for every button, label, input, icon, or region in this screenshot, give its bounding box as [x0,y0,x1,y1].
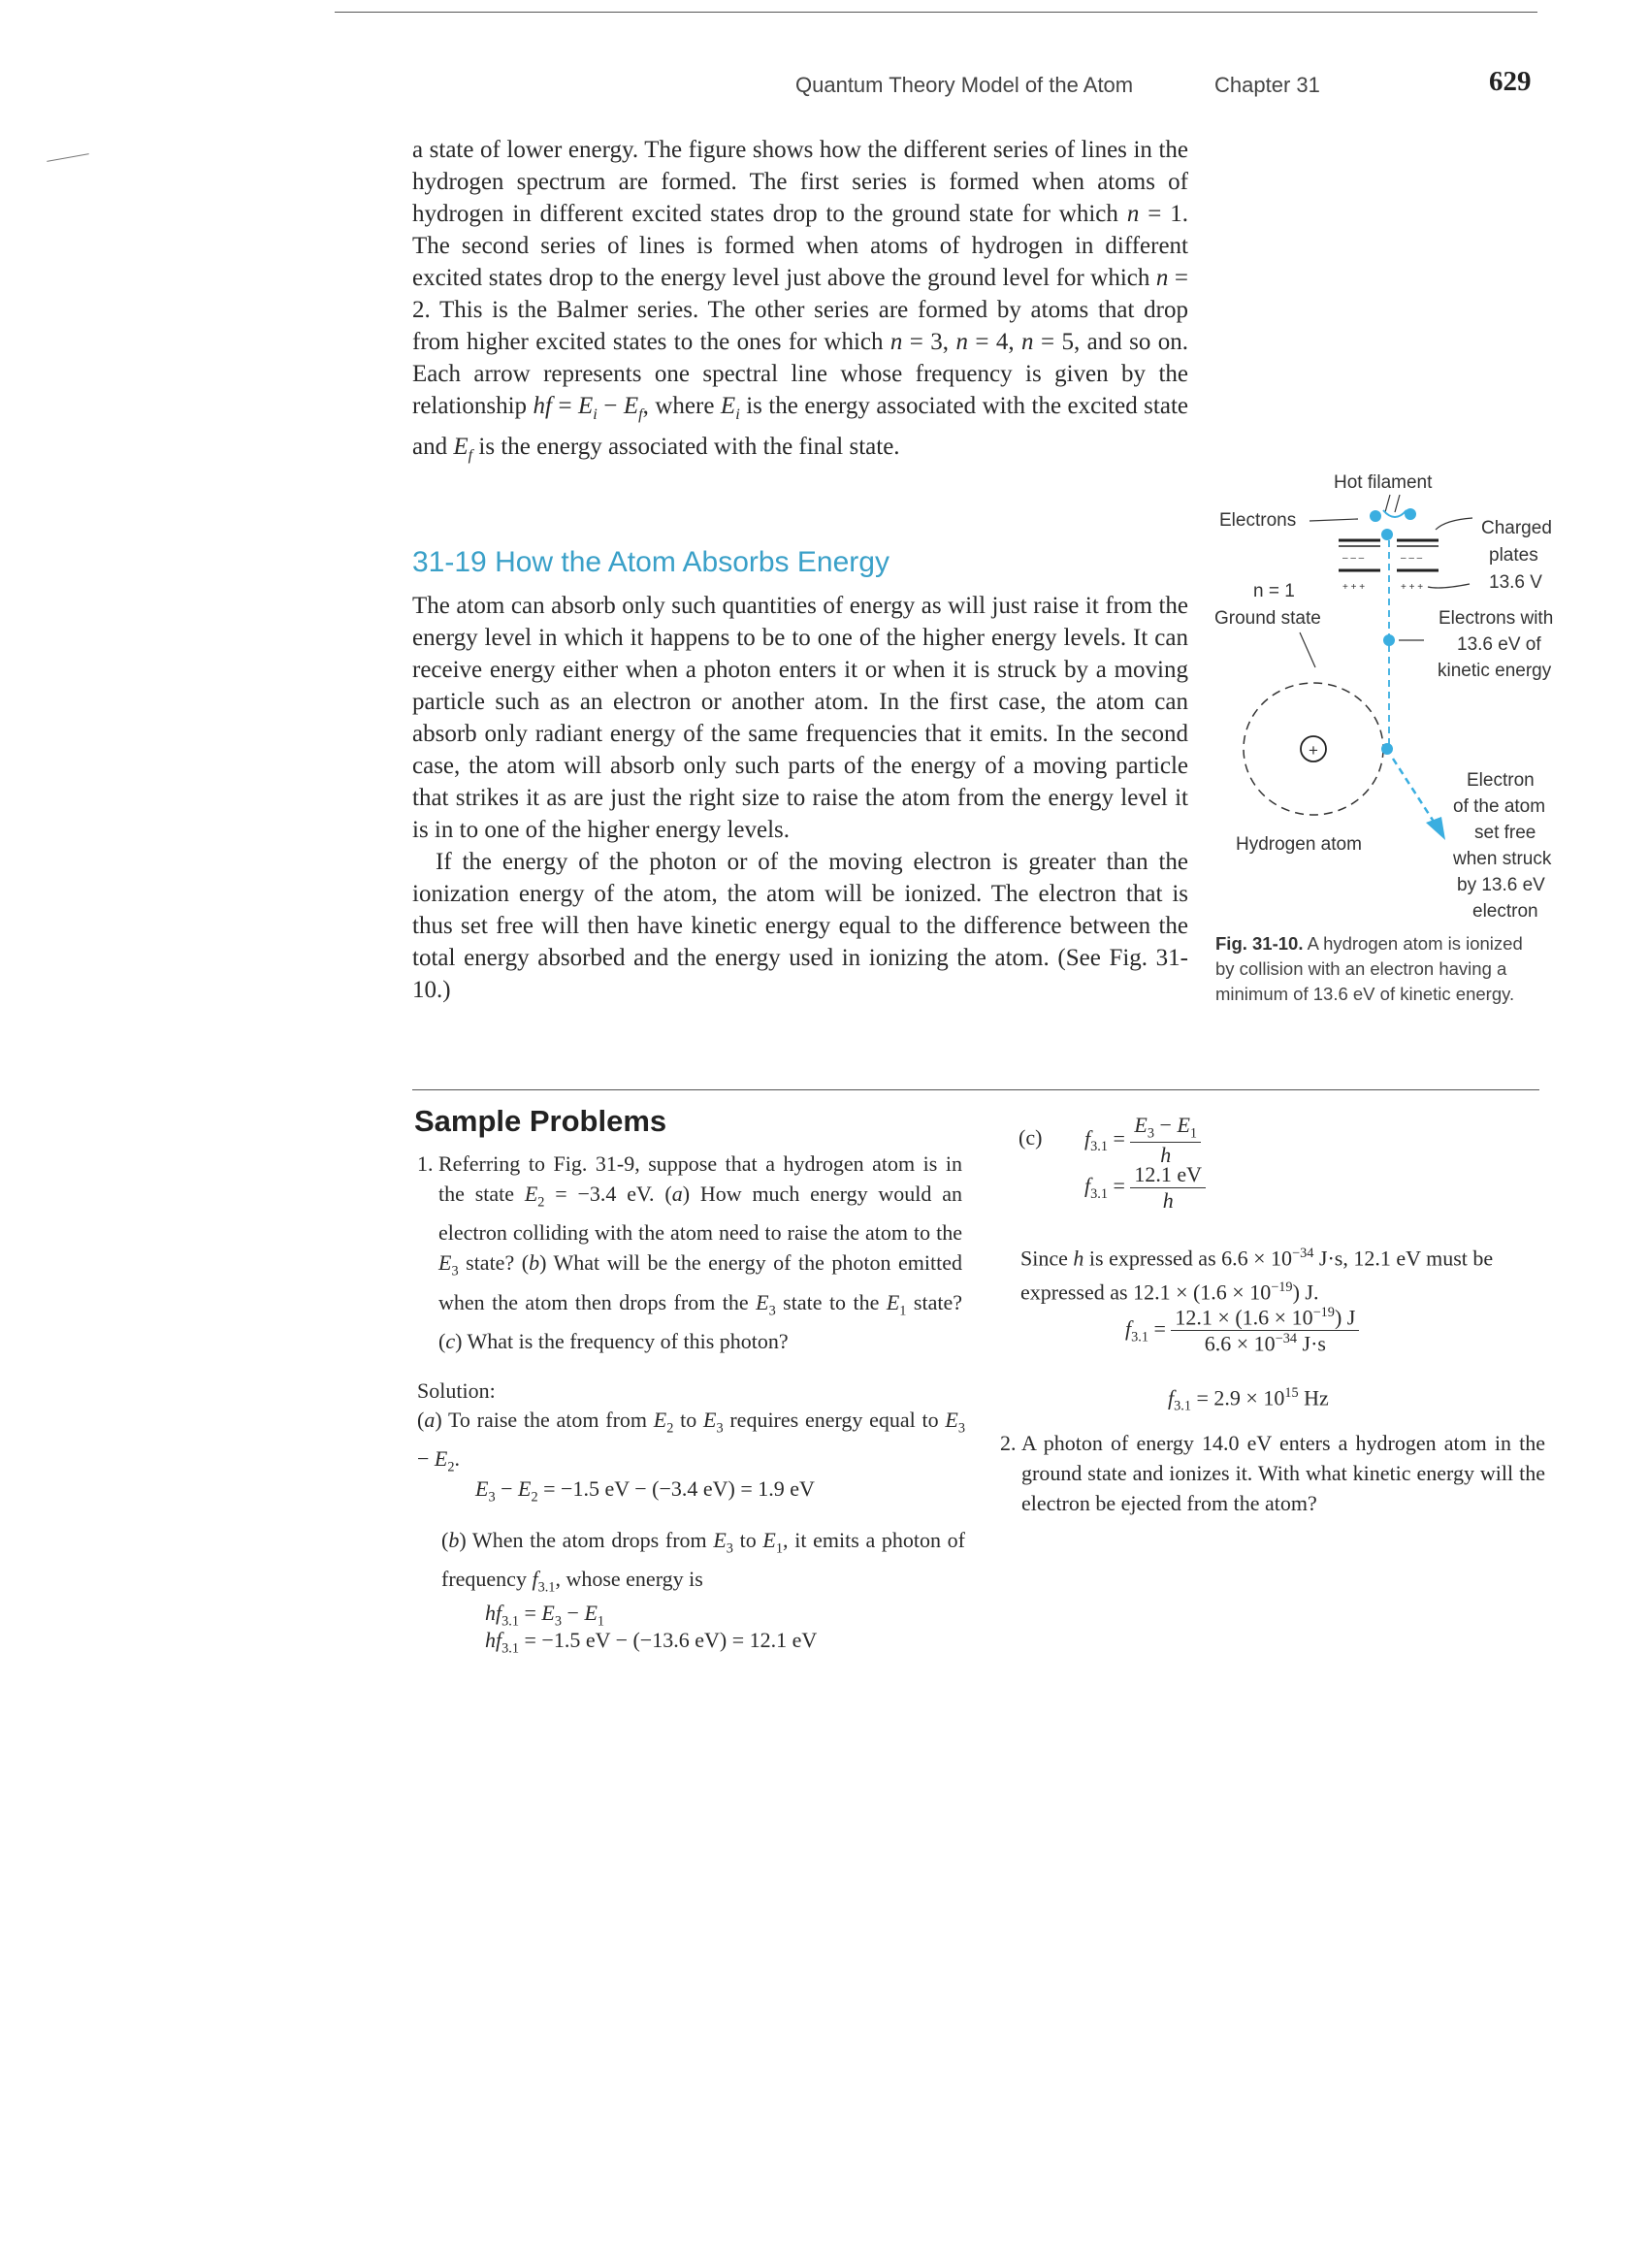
running-head-chapter: Chapter 31 [1214,73,1320,97]
sample-problems-heading: Sample Problems [414,1104,667,1138]
plate-charge-minus: – – – [1342,553,1365,564]
arrow-head [1426,817,1445,840]
equation-c3: $f_{3.1}$ = $\frac{12.1 \times (1.6 \times 10^{-19}) J}{6.6 \times 10^{-34} J\cdot s}$ [1125,1305,1359,1357]
charged-plates-leader [1436,518,1472,530]
label-charged: Charged [1481,518,1552,538]
ground-state-leader [1300,632,1315,667]
label-hot-filament: Hot filament [1334,472,1433,493]
label-n1: n = 1 [1253,581,1295,601]
label-hydrogen-atom: Hydrogen atom [1236,834,1362,855]
problem-2: 2. A photon of energy 14.0 eV enters a hydrogen atom in the ground state and ionizes it. With what kinetic energy will the electron be ejected from the atom? [1021,1428,1545,1518]
electron-dot [1370,510,1381,522]
caption-text: A hydrogen atom is ionized by collision with an electron having a minimum of 13.6 eV of kinetic energy. [1215,933,1523,1004]
electron-dot [1405,508,1416,520]
figure-31-10 [1203,466,1591,931]
label-freed-4: when struck [1453,849,1552,869]
atom-electron [1381,743,1393,755]
equation-c1: $f_{3.1}$ = $\frac{E_3 - E_1}{h}$ [1084,1113,1201,1168]
solution-label: Solution: [417,1378,496,1403]
label-freed-5: by 13.6 eV [1457,875,1545,895]
plate-charge-minus: – – – [1401,553,1423,564]
section-paragraph-1: The atom can absorb only such quantities of energy as will just raise it from the energy level in which it happens to be to one of the higher energy levels. It can receive energy either when a photon enters it or when it is struck by a moving particle such as an electron or another atom. In the first case, the atom can absorb only radiant energy of the same frequencies that it emits. In the second case, the atom will absorb only such parts of the energy of a moving particle that strikes it as are just the right size to raise the atom from the energy level it is in to one of the higher energy levels. [412,593,1188,843]
problem-number: 2. [1000,1431,1017,1455]
label-13-6-ev-of: 13.6 eV of [1457,634,1541,655]
label-ground-state: Ground state [1214,608,1321,629]
filament-wire [1385,495,1400,512]
solution-c-text: Since h is expressed as $6.6 \times 10^{-34}$ J·s, 12.1 eV must be expressed as $12.1 \times (1.6 \times 10^{-19})$ J. [1020,1246,1494,1305]
figure-caption [1215,931,1536,1007]
label-freed-2: of the atom [1453,796,1546,817]
plate-charge-plus: + + + [1342,582,1366,593]
label-kinetic-energy: kinetic energy [1438,661,1552,681]
section-body [412,590,1188,1006]
label-c: (c) [1018,1125,1043,1150]
running-head-title: Quantum Theory Model of the Atom [795,73,1134,97]
label-freed-6: electron [1472,901,1538,922]
nucleus-charge: + [1309,741,1318,760]
ejected-path [1393,759,1436,825]
section-paragraph-2: If the energy of the photon or of the moving electron is greater than the ionization energy of the atom, the atom will be ionized. The electron that is thus set free will then have kinetic energy equal to the difference between the total energy absorbed and the energy used in ionizing the atom. (See Fig. 31-10.) [412,849,1188,1003]
solution-b: (b) When the atom drops from $E_3$ to $E_1$, it emits a photon of frequency $f_{3.1}$, whose energy is [441,1528,965,1596]
page-number: 629 [1489,66,1532,97]
equation-b1: $hf_{3.1} = E_3 - E_1$ [485,1601,605,1630]
plate-charge-plus: + + + [1401,582,1424,593]
label-plates: plates [1489,545,1538,566]
electrons-leader [1310,519,1358,521]
equation-c2: $f_{3.1}$ = $\frac{12.1 eV}{h}$ [1084,1162,1206,1214]
label-freed-1: Electron [1467,770,1535,791]
equation-b2: $hf_{3.1} = -1.5$ eV − (−13.6 eV) = 12.1 eV [485,1628,818,1657]
equation-a: $E_3 - E_2 = -1.5$ eV − (−3.4 eV) = 1.9 eV [475,1476,815,1506]
label-voltage: 13.6 V [1489,572,1542,593]
intro-paragraph: a state of lower energy. The figure shows how the different series of lines in the hydrogen spectrum are formed. The first series is formed when atoms of hydrogen in different excited states drop to the ground state for which n = 1. The second series of lines is formed when atoms of hydrogen in different excited states drop to the energy level just above the ground level for which n = 2. This is the Balmer series. The other series are formed by atoms that drop from higher excited states to the ones for which n = 3, n = 4, n = 5, and so on. Each arrow represents one spectral line whose frequency is given by the relationship hf = $E_i - E_f$, where $E_i$ is the energy associated with the excited state and $E_f$ is the energy associated with the final state. [412,137,1188,464]
margin-mark [47,153,89,162]
label-electrons: Electrons [1219,510,1297,531]
label-electrons-with: Electrons with [1439,608,1554,629]
voltage-leader [1428,584,1470,588]
caption-label: Fig. 31-10. [1215,933,1304,954]
section-heading: 31-19 How the Atom Absorbs Energy [412,546,889,578]
section-divider [412,1089,1539,1090]
equation-c-result: $f_{3.1} = 2.9 \times 10^{15}$ Hz [1168,1385,1329,1414]
electron-dot [1381,529,1393,540]
header-rule [335,12,1537,13]
label-freed-3: set free [1474,823,1536,843]
solution-a: (a) To raise the atom from $E_2$ to $E_3$ requires energy equal to $E_3 - E_2$. [417,1408,965,1475]
beam-electron [1383,634,1395,646]
ionization-diagram [1203,466,1591,931]
problem-number: 1. [417,1151,434,1176]
problem-1: 1. Referring to Fig. 31-9, suppose that a hydrogen atom is in the state $E_2 = -3.4$ eV. (a) How much energy would an electron colliding with the atom need to raise the atom to the $E_3$ state? (b) What will be the energy of the photon emitted when the atom then drops from the $E_3$ state to the $E_1$ state? (c) What is the frequency of this photon? [438,1149,962,1356]
